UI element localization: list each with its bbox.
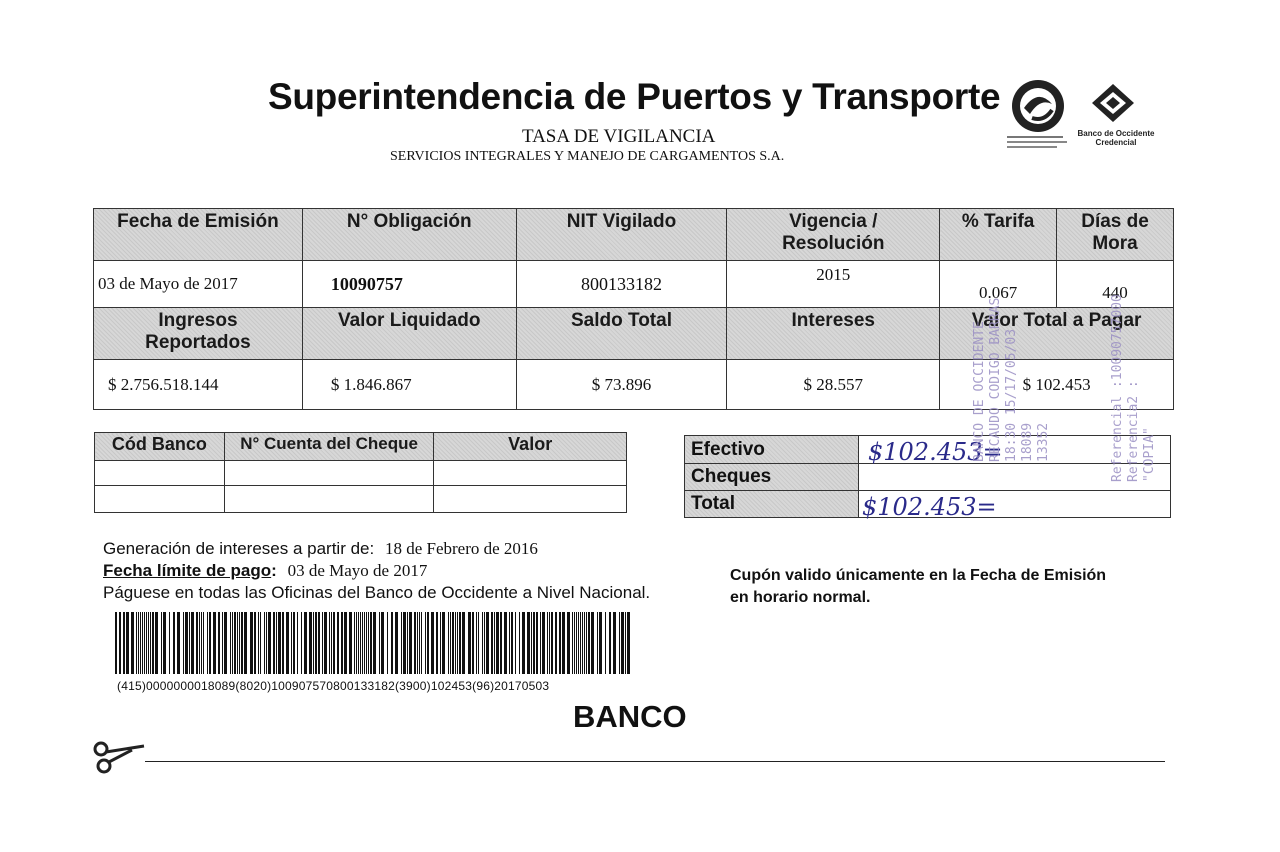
company-name: SERVICIOS INTEGRALES Y MANEJO DE CARGAMENTOS S.A.: [390, 149, 785, 164]
value-nit: 800133182: [516, 261, 727, 308]
cod-banco-input[interactable]: [95, 461, 225, 486]
barcode-number: (415)0000000018089(8020)100907570800133182(3900)102453(96)20170503: [117, 679, 550, 693]
payment-barcode: [115, 612, 631, 674]
value-tarifa: 0.067: [940, 261, 1057, 308]
value-intereses: $ 28.557: [727, 360, 940, 410]
cuenta-cheque-input-2[interactable]: [224, 486, 434, 513]
cut-line: [145, 761, 1165, 762]
valor-input[interactable]: [434, 461, 627, 486]
header-tarifa: % Tarifa: [940, 209, 1057, 261]
label-cheques: Cheques: [685, 464, 859, 491]
handwritten-efectivo: $102.453=: [868, 438, 1003, 466]
bank-name: Banco de Occidente Credencial: [1077, 129, 1155, 147]
bank-stamp: BANCO DE OCCIDENTE RECAUDO CODIGO BARRAS 18:30 15/17/05/03 18089 13352 Referencial :10090757000 Referencia2 : "COPIA": [972, 294, 1157, 482]
label-total: Total: [685, 491, 859, 518]
header-cuenta-cheque: N° Cuenta del Cheque: [224, 433, 434, 461]
supertransporte-logo-icon: [1010, 78, 1066, 134]
label-efectivo: Efectivo: [685, 436, 859, 464]
payment-deadline-line: Fecha límite de pago: 03 de Mayo de 2017: [103, 561, 428, 580]
value-ingresos: $ 2.756.518.144: [94, 360, 303, 410]
scissors-icon: [92, 740, 148, 774]
footer-banco-label: BANCO: [573, 699, 687, 734]
value-valor-total: $ 102.453: [940, 360, 1174, 410]
header-valor-liquidado: Valor Liquidado: [302, 308, 516, 360]
cuenta-cheque-input[interactable]: [224, 461, 434, 486]
logo-fine-print: [1005, 134, 1069, 154]
value-valor-liquidado: $ 1.846.867: [302, 360, 516, 410]
header-fecha-emision: Fecha de Emisión: [94, 209, 303, 261]
check-table: [94, 432, 627, 513]
value-fecha-emision: 03 de Mayo de 2017: [94, 261, 303, 308]
header-intereses: Intereses: [727, 308, 940, 360]
value-vigencia: 2015: [727, 261, 940, 308]
value-dias-mora: 440: [1057, 261, 1174, 308]
header-ingresos: Ingresos Reportados: [94, 308, 303, 360]
header-dias-mora: Días de Mora: [1057, 209, 1174, 261]
header-valor-total: Valor Total a Pagar: [940, 308, 1174, 360]
header-saldo-total: Saldo Total: [516, 308, 727, 360]
diamond-logo-icon: [1088, 82, 1138, 124]
value-saldo-total: $ 73.896: [516, 360, 727, 410]
coupon-validity-note: Cupón valido únicamente en la Fecha de Emisión en horario normal.: [730, 567, 1107, 606]
interest-start-line: Generación de intereses a partir de: 18 de Febrero de 2016: [103, 539, 538, 558]
header-vigencia: Vigencia / Resolución: [727, 209, 940, 261]
header-nit: NIT Vigilado: [516, 209, 727, 261]
cod-banco-input-2[interactable]: [95, 486, 225, 513]
header-cod-banco: Cód Banco: [95, 433, 225, 461]
handwritten-total: $102.453=: [862, 493, 997, 521]
document-title: Superintendencia de Puertos y Transporte: [268, 76, 1001, 117]
header-valor: Valor: [434, 433, 627, 461]
valor-input-2[interactable]: [434, 486, 627, 513]
document-subtitle: TASA DE VIGILANCIA: [522, 126, 716, 147]
header-obligacion: N° Obligación: [302, 209, 516, 261]
payment-location-note: Páguese en todas las Oficinas del Banco de Occidente a Nivel Nacional.: [103, 583, 651, 602]
value-obligacion: 10090757: [302, 261, 516, 308]
